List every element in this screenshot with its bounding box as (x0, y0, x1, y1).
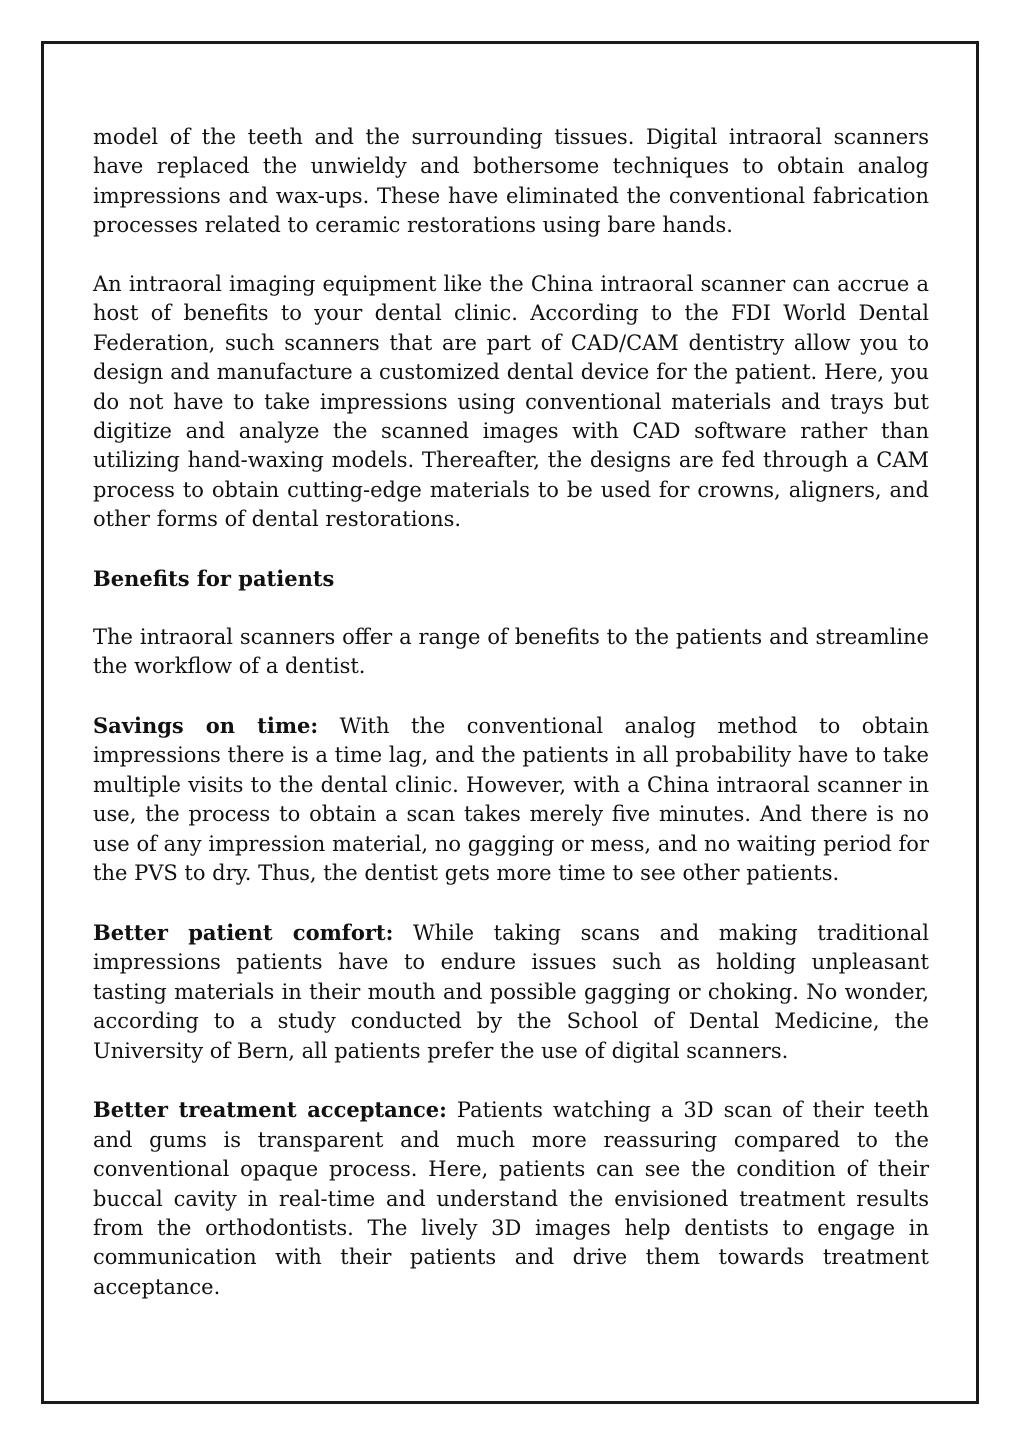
acceptance-label: Better treatment acceptance: (93, 1097, 447, 1123)
paragraph-intraoral-imaging: An intraoral imaging equipment like the China intraoral scanner can accrue a host of benefits to your dental clinic. According to the FDI World Dental Federation, such scanners that are part of CAD/CAM dentistry allow you to design and manufacture a customized dental device for the patient. Here, you do not have to take impressions using conventional materials and trays but digitize and analyze the scanned images with CAD software rather than utilizing hand-waxing models. Thereafter, the designs are fed through a CAM process to obtain cutting-edge materials to be used for crowns, aligners, and other forms of dental restorations. (93, 272, 929, 532)
acceptance-text: Patients watching a 3D scan of their teeth and gums is transparent and much more reassuring compared to the conventional opaque process. Here, patients can see the condition of their buccal cavity in real-time and understand the envisioned treatment results from the orthodontists. The lively 3D images help dentists to engage in communication with their patients and drive them towards treatment acceptance. (93, 1098, 929, 1299)
savings-text: With the conventional analog method to obtain impressions there is a time lag, and the patients in all probability have to take multiple visits to the dental clinic. However, with a China intraoral scanner in use, the process to obtain a scan takes merely five minutes. And there is no use of any impression material, no gagging or mess, and no waiting period for the PVS to dry. Thus, the dentist gets more time to see other patients. (93, 714, 929, 886)
paragraph-savings-on-time (93, 711, 929, 888)
comfort-label: Better patient comfort: (93, 919, 394, 945)
section-heading-benefits: Benefits for patients (93, 566, 335, 592)
comfort-text: While taking scans and making traditional impressions patients have to endure issues such as holding unpleasant tasting materials in their mouth and possible gagging or choking. No wonder, according to a study conducted by the School of Dental Medicine, the University of Bern, all patients prefer the use of digital scanners. (93, 920, 929, 1063)
paragraph-intro-continued: model of the teeth and the surrounding tissues. Digital intraoral scanners have replaced the unwieldy and bothersome techniques to obtain analog impressions and wax-ups. These have eliminated the conventional fabrication processes related to ceramic restorations using bare hands. (93, 125, 929, 238)
paragraph-benefits-intro: The intraoral scanners offer a range of benefits to the patients and streamline the workflow of a dentist. (93, 624, 929, 679)
paragraph-treatment-acceptance (93, 1095, 929, 1302)
savings-label: Savings on time: (93, 713, 319, 739)
document-body (93, 123, 929, 1332)
paragraph-patient-comfort (93, 918, 929, 1066)
